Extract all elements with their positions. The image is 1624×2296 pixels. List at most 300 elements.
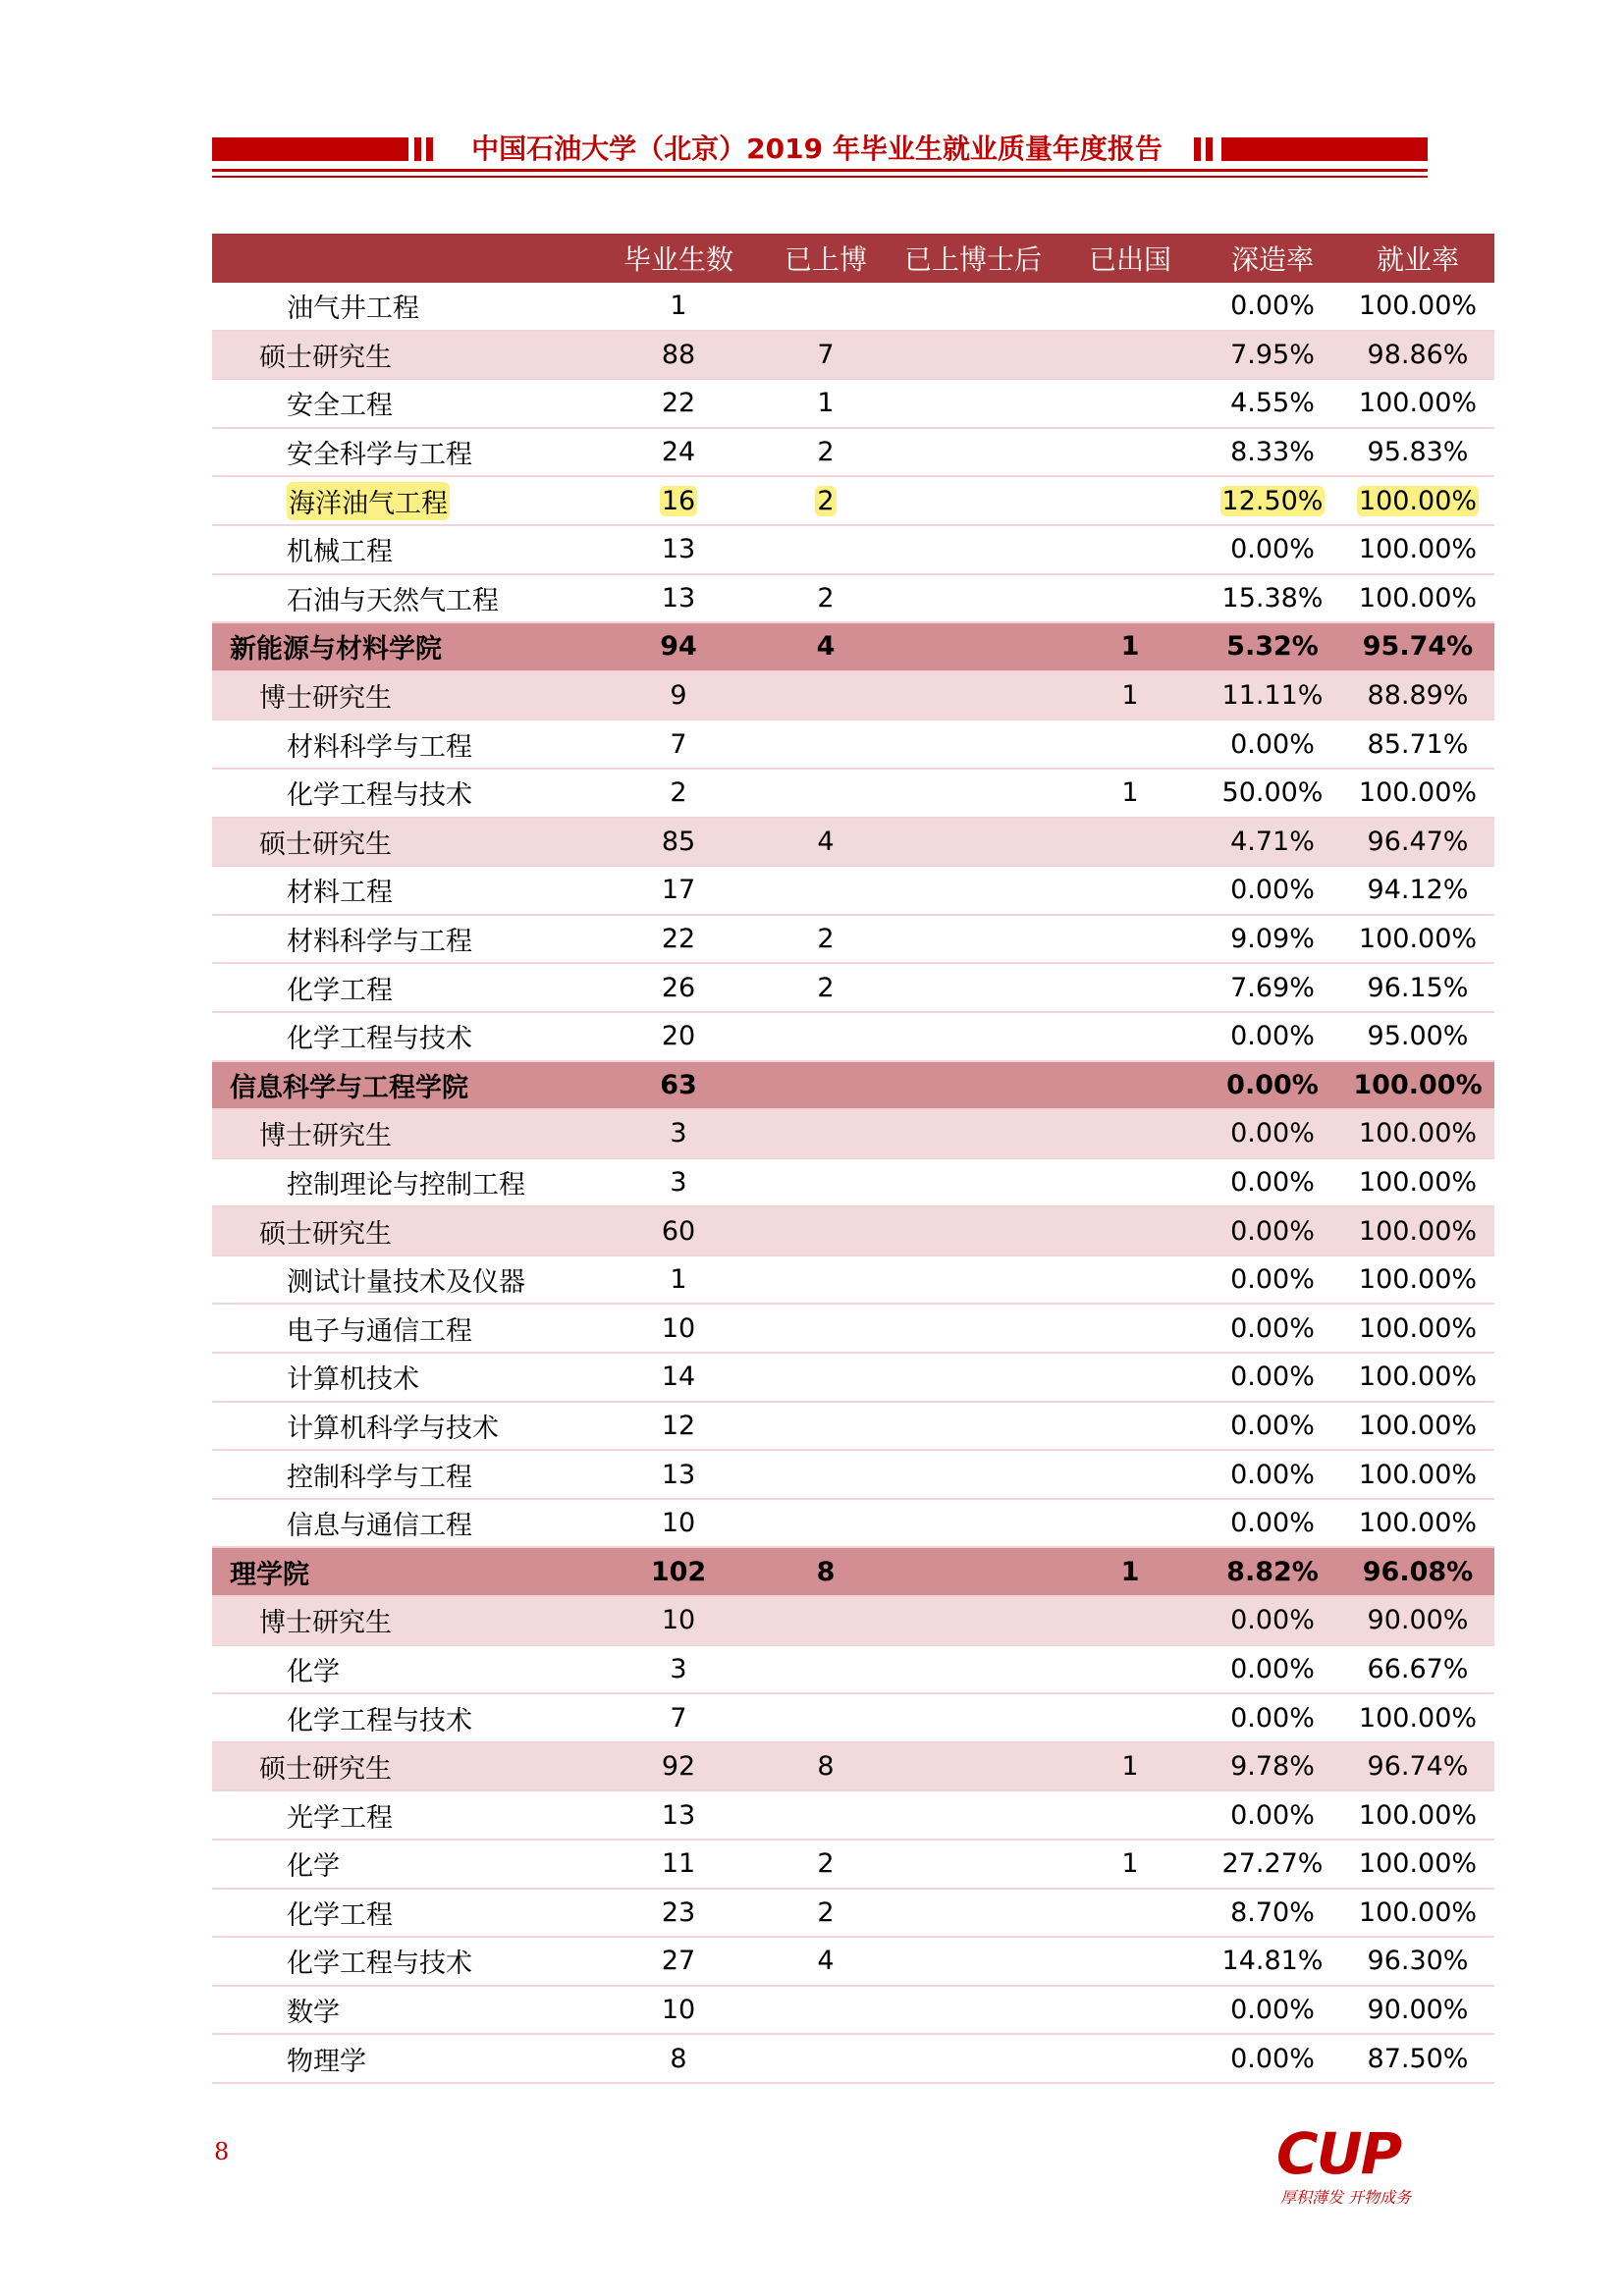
cell-postdoc <box>890 1694 1056 1741</box>
cell-postdoc <box>890 429 1056 476</box>
cell-employment-rate <box>1341 1354 1494 1401</box>
cell-graduates <box>595 1013 762 1060</box>
cell-phd <box>762 1305 890 1352</box>
cell-postdoc <box>890 283 1056 330</box>
major-row <box>212 1305 1494 1354</box>
cell-employment-rate <box>1341 283 1494 330</box>
degree-row <box>212 1207 1494 1256</box>
report-title: 中国石油大学（北京）2019 年毕业生就业质量年度报告 <box>471 133 1163 165</box>
cell-phd <box>762 819 890 866</box>
cell-name-text: 计算机科学与技术 <box>287 1413 499 1444</box>
cell-name-text: 控制理论与控制工程 <box>287 1169 525 1201</box>
cell-phd-text: 4 <box>816 631 836 663</box>
cell-graduates <box>595 526 762 573</box>
cell-further-study-rate-text: 0.00% <box>1230 1021 1315 1052</box>
major-row <box>212 429 1494 478</box>
cell-postdoc <box>890 916 1056 963</box>
cell-graduates <box>595 1110 762 1157</box>
cell-phd <box>762 429 890 476</box>
cell-phd-text: 2 <box>817 1848 835 1880</box>
cell-employment-rate <box>1341 1841 1494 1888</box>
header-cell-graduates: 毕业生数 <box>623 243 733 276</box>
cell-postdoc <box>890 721 1056 768</box>
cell-graduates-text: 13 <box>661 534 696 565</box>
cell-employment-rate-text: 100.00% <box>1358 1166 1478 1198</box>
report-header <box>212 126 1428 185</box>
cell-employment-rate-text: 100.00% <box>1358 1215 1478 1247</box>
cell-graduates-text: 94 <box>660 631 697 663</box>
cell-further-study-rate <box>1204 1256 1341 1304</box>
cell-employment-rate-text: 95.74% <box>1362 631 1474 663</box>
cell-further-study-rate <box>1204 1890 1341 1937</box>
cell-further-study-rate <box>1204 1500 1341 1547</box>
cell-phd <box>762 1890 890 1937</box>
cell-abroad <box>1056 429 1204 476</box>
cell-graduates <box>595 1938 762 1985</box>
cell-further-study-rate-text: 8.33% <box>1230 437 1315 468</box>
degree-row <box>212 1110 1494 1159</box>
cell-employment-rate <box>1341 1256 1494 1304</box>
cell-abroad <box>1056 1013 1204 1060</box>
cell-employment-rate <box>1341 1110 1494 1157</box>
cell-postdoc <box>890 1548 1056 1595</box>
cell-postdoc <box>890 1159 1056 1206</box>
cell-graduates <box>595 1403 762 1450</box>
major-row <box>212 2035 1494 2084</box>
major-row <box>212 1890 1494 1939</box>
cell-phd <box>762 526 890 573</box>
college-row <box>212 623 1494 672</box>
cell-abroad-text: 1 <box>1120 1556 1140 1587</box>
cell-name-text: 控制科学与工程 <box>287 1462 472 1493</box>
cell-name-text: 化学 <box>287 1851 340 1883</box>
cell-abroad <box>1056 1938 1204 1985</box>
cell-graduates <box>595 477 762 524</box>
cell-employment-rate-text: 100.00% <box>1358 582 1478 614</box>
cell-employment-rate <box>1341 770 1494 817</box>
cell-graduates-text: 60 <box>661 1215 696 1247</box>
cell-further-study-rate-text: 0.00% <box>1230 875 1315 906</box>
cell-graduates-text: 24 <box>661 437 696 468</box>
cell-graduates-text: 13 <box>661 582 696 614</box>
cell-name-text: 理学院 <box>230 1559 309 1590</box>
cell-employment-rate <box>1341 1646 1494 1693</box>
cell-name-text: 硕士研究生 <box>259 1754 392 1786</box>
cell-employment-rate-text: 100.00% <box>1358 1118 1478 1149</box>
cell-graduates <box>595 1500 762 1547</box>
cell-postdoc <box>890 1110 1056 1157</box>
header-rule-thin <box>212 176 1428 178</box>
table-header-row <box>212 234 1494 283</box>
cell-further-study-rate <box>1204 1013 1341 1060</box>
cell-postdoc <box>890 1062 1056 1109</box>
major-row <box>212 1841 1494 1890</box>
cell-phd <box>762 1597 890 1644</box>
cell-postdoc <box>890 1987 1056 2034</box>
cell-graduates <box>595 1159 762 1206</box>
header-bar-left <box>212 137 408 161</box>
cell-abroad-text: 1 <box>1121 777 1139 809</box>
cell-postdoc <box>890 1451 1056 1498</box>
cell-abroad <box>1056 1694 1204 1741</box>
cell-employment-rate <box>1341 380 1494 427</box>
cell-further-study-rate <box>1204 2035 1341 2082</box>
cell-further-study-rate <box>1204 1841 1341 1888</box>
cell-employment-rate <box>1341 1207 1494 1255</box>
cell-abroad <box>1056 283 1204 330</box>
cell-further-study-rate-text: 9.09% <box>1230 924 1315 955</box>
cell-phd <box>762 672 890 720</box>
cell-name <box>212 623 613 670</box>
cell-further-study-rate-text: 9.78% <box>1230 1751 1315 1783</box>
cell-abroad <box>1056 526 1204 573</box>
cell-phd <box>762 1354 890 1401</box>
cell-employment-rate-text: 100.00% <box>1358 388 1478 419</box>
cell-further-study-rate <box>1204 575 1341 622</box>
cell-graduates <box>595 1062 762 1109</box>
cell-phd <box>762 575 890 622</box>
cell-name <box>212 1207 642 1255</box>
cell-name <box>212 1597 642 1644</box>
cell-employment-rate <box>1341 819 1494 866</box>
cell-further-study-rate-text: 15.38% <box>1221 582 1324 614</box>
cell-employment-rate <box>1341 721 1494 768</box>
cell-further-study-rate-text: 0.00% <box>1230 1508 1315 1539</box>
cell-employment-rate-text: 87.50% <box>1367 2043 1469 2074</box>
cell-graduates-text: 17 <box>661 875 696 906</box>
cell-phd <box>762 721 890 768</box>
cell-employment-rate <box>1341 1743 1494 1790</box>
major-row <box>212 1013 1494 1062</box>
cell-employment-rate <box>1341 477 1494 524</box>
cell-postdoc <box>890 1207 1056 1255</box>
cell-graduates-text: 13 <box>661 1799 696 1831</box>
cell-employment-rate <box>1341 1013 1494 1060</box>
cell-abroad <box>1056 1743 1204 1790</box>
cell-phd-text: 2 <box>817 485 835 516</box>
cell-abroad <box>1056 1548 1204 1595</box>
cell-phd-text: 2 <box>817 972 835 1003</box>
cell-abroad <box>1056 1597 1204 1644</box>
cell-name-text: 机械工程 <box>287 537 393 568</box>
cell-employment-rate <box>1341 1062 1494 1109</box>
cell-further-study-rate-text: 14.81% <box>1221 1946 1324 1977</box>
cell-phd-text: 2 <box>817 924 835 955</box>
cell-graduates <box>595 283 762 330</box>
cell-employment-rate-text: 100.00% <box>1358 485 1478 516</box>
major-row <box>212 1646 1494 1695</box>
cell-graduates-text: 11 <box>661 1848 696 1880</box>
cell-further-study-rate-text: 0.00% <box>1230 1166 1315 1198</box>
cell-further-study-rate <box>1204 1791 1341 1839</box>
cell-postdoc <box>890 1305 1056 1352</box>
cell-graduates <box>595 1890 762 1937</box>
cell-phd <box>762 1013 890 1060</box>
major-row <box>212 721 1494 770</box>
cell-name-text: 物理学 <box>287 2046 366 2077</box>
cell-name-text: 硕士研究生 <box>259 1218 392 1250</box>
cell-further-study-rate <box>1204 380 1341 427</box>
cell-further-study-rate-text: 0.00% <box>1230 534 1315 565</box>
cell-further-study-rate-text: 0.00% <box>1230 291 1315 322</box>
cell-abroad <box>1056 2035 1204 2082</box>
cell-further-study-rate <box>1204 526 1341 573</box>
cell-employment-rate <box>1341 1597 1494 1644</box>
cell-postdoc <box>890 1597 1056 1644</box>
cell-employment-rate-text: 94.12% <box>1367 875 1469 906</box>
cell-graduates-text: 3 <box>670 1118 687 1149</box>
cell-further-study-rate <box>1204 1207 1341 1255</box>
cell-postdoc <box>890 819 1056 866</box>
cell-postdoc <box>890 623 1056 670</box>
cell-graduates-text: 9 <box>670 680 687 712</box>
cell-name-text: 数学 <box>287 1998 340 2029</box>
cell-phd <box>762 380 890 427</box>
cell-name-text: 硕士研究生 <box>259 828 392 860</box>
cell-employment-rate <box>1341 1791 1494 1839</box>
cell-employment-rate <box>1341 1548 1494 1595</box>
cell-employment-rate-text: 96.08% <box>1362 1556 1474 1587</box>
major-row <box>212 1256 1494 1306</box>
cell-postdoc <box>890 2035 1056 2082</box>
degree-row <box>212 819 1494 868</box>
cell-abroad <box>1056 1305 1204 1352</box>
cell-employment-rate-text: 100.00% <box>1358 1410 1478 1441</box>
cell-graduates <box>595 867 762 914</box>
cell-abroad <box>1056 770 1204 817</box>
cell-employment-rate-text: 100.00% <box>1358 1702 1478 1734</box>
cell-graduates <box>595 1256 762 1304</box>
cell-graduates <box>595 770 762 817</box>
cell-further-study-rate <box>1204 1354 1341 1401</box>
header-marks-right <box>1194 137 1218 161</box>
cell-further-study-rate <box>1204 1159 1341 1206</box>
cell-phd-text: 2 <box>817 582 835 614</box>
cell-employment-rate-text: 100.00% <box>1358 1896 1478 1928</box>
cell-name-text: 石油与天然气工程 <box>287 585 499 616</box>
header-cell-further-study-rate: 深造率 <box>1230 243 1314 276</box>
cell-employment-rate <box>1341 1694 1494 1741</box>
cell-graduates-text: 10 <box>661 1605 696 1636</box>
cell-postdoc <box>890 1890 1056 1937</box>
cell-postdoc <box>890 1743 1056 1790</box>
cell-graduates-text: 20 <box>661 1021 696 1052</box>
cell-graduates-text: 14 <box>661 1362 696 1393</box>
cell-graduates <box>595 1841 762 1888</box>
cell-phd-text: 2 <box>817 1896 835 1928</box>
cell-name-text: 新能源与材料学院 <box>230 634 442 666</box>
cell-graduates-text: 92 <box>661 1751 696 1783</box>
major-row <box>212 916 1494 965</box>
major-row <box>212 526 1494 575</box>
cell-name <box>212 672 642 720</box>
cell-graduates <box>595 819 762 866</box>
major-row <box>212 1938 1494 1987</box>
cell-name-text: 电子与通信工程 <box>287 1315 472 1347</box>
cell-name <box>212 819 642 866</box>
cell-graduates <box>595 1354 762 1401</box>
cell-further-study-rate-text: 0.00% <box>1230 1215 1315 1247</box>
degree-row <box>212 1743 1494 1792</box>
cell-name-text: 化学工程与技术 <box>287 1024 472 1055</box>
cell-postdoc <box>890 1256 1056 1304</box>
cell-employment-rate-text: 96.15% <box>1367 972 1469 1003</box>
cell-graduates-text: 2 <box>670 777 687 809</box>
cell-employment-rate-text: 96.47% <box>1367 826 1469 857</box>
cell-phd <box>762 1500 890 1547</box>
cell-further-study-rate-text: 0.00% <box>1230 1995 1315 2026</box>
major-row <box>212 283 1494 332</box>
cell-graduates-text: 16 <box>661 485 696 516</box>
cell-further-study-rate-text: 0.00% <box>1230 1459 1315 1490</box>
cell-phd <box>762 477 890 524</box>
cell-employment-rate-text: 100.00% <box>1358 777 1478 809</box>
cell-name-text: 材料科学与工程 <box>287 731 472 763</box>
cell-graduates <box>595 1987 762 2034</box>
cell-employment-rate <box>1341 1305 1494 1352</box>
cell-postdoc <box>890 867 1056 914</box>
cell-abroad <box>1056 964 1204 1011</box>
cell-graduates <box>595 332 762 379</box>
cell-phd-text: 1 <box>817 388 835 419</box>
cell-abroad-text: 1 <box>1121 1751 1139 1783</box>
cell-abroad <box>1056 1256 1204 1304</box>
cell-employment-rate-text: 85.71% <box>1367 728 1469 760</box>
cell-further-study-rate <box>1204 623 1341 670</box>
major-row <box>212 867 1494 916</box>
cell-name-text: 博士研究生 <box>259 683 392 715</box>
cell-postdoc <box>890 332 1056 379</box>
cell-further-study-rate-text: 0.00% <box>1230 1264 1315 1296</box>
header-cell-phd: 已上博 <box>784 243 867 276</box>
cell-further-study-rate <box>1204 964 1341 1011</box>
cell-name-text: 博士研究生 <box>259 1608 392 1639</box>
cell-phd <box>762 1256 890 1304</box>
cell-phd <box>762 1841 890 1888</box>
cell-graduates <box>595 1597 762 1644</box>
cell-graduates-text: 12 <box>661 1410 696 1441</box>
cell-postdoc <box>890 1646 1056 1693</box>
cell-further-study-rate <box>1204 1403 1341 1450</box>
cell-abroad-text: 1 <box>1121 680 1139 712</box>
cell-further-study-rate-text: 0.00% <box>1230 1410 1315 1441</box>
cell-further-study-rate <box>1204 1743 1341 1790</box>
cell-further-study-rate <box>1204 1694 1341 1741</box>
cell-postdoc <box>890 1791 1056 1839</box>
cell-further-study-rate <box>1204 332 1341 379</box>
cell-graduates-text: 27 <box>661 1946 696 1977</box>
cell-postdoc <box>890 1500 1056 1547</box>
cell-phd-text: 8 <box>816 1556 836 1587</box>
cell-employment-rate-text: 88.89% <box>1367 680 1469 712</box>
cell-further-study-rate <box>1204 770 1341 817</box>
cell-graduates <box>595 1743 762 1790</box>
header-cell-abroad: 已出国 <box>1088 243 1171 276</box>
cell-graduates-text: 3 <box>670 1653 687 1684</box>
cell-phd <box>762 1403 890 1450</box>
cell-phd <box>762 1938 890 1985</box>
cell-employment-rate <box>1341 1159 1494 1206</box>
header-cell-name <box>212 234 595 283</box>
cell-phd <box>762 1646 890 1693</box>
cell-name-text: 硕士研究生 <box>259 342 392 373</box>
cell-postdoc <box>890 770 1056 817</box>
cell-further-study-rate-text: 50.00% <box>1221 777 1324 809</box>
cell-further-study-rate-text: 8.82% <box>1226 1556 1319 1587</box>
cell-employment-rate <box>1341 623 1494 670</box>
cell-further-study-rate-text: 5.32% <box>1226 631 1319 663</box>
cell-name-text: 化学 <box>287 1656 340 1687</box>
cell-phd <box>762 1159 890 1206</box>
cell-employment-rate <box>1341 2035 1494 2082</box>
cell-abroad <box>1056 1500 1204 1547</box>
cell-further-study-rate <box>1204 1305 1341 1352</box>
cell-name-text: 化学工程 <box>287 1899 393 1931</box>
cell-abroad <box>1056 332 1204 379</box>
cell-postdoc <box>890 672 1056 720</box>
cell-employment-rate-text: 100.00% <box>1358 1799 1478 1831</box>
cell-graduates-text: 3 <box>670 1166 687 1198</box>
cell-graduates-text: 1 <box>670 291 687 322</box>
cell-employment-rate-text: 100.00% <box>1358 534 1478 565</box>
cell-further-study-rate-text: 0.00% <box>1230 1653 1315 1684</box>
cell-further-study-rate-text: 7.95% <box>1230 339 1315 370</box>
cell-phd <box>762 964 890 1011</box>
cell-postdoc <box>890 380 1056 427</box>
cell-further-study-rate <box>1204 916 1341 963</box>
major-row <box>212 964 1494 1013</box>
cell-postdoc <box>890 1841 1056 1888</box>
cell-name-text: 测试计量技术及仪器 <box>287 1267 525 1299</box>
cell-further-study-rate <box>1204 1062 1341 1109</box>
cell-further-study-rate-text: 0.00% <box>1230 1799 1315 1831</box>
cell-phd-text: 4 <box>817 1946 835 1977</box>
cell-phd <box>762 1207 890 1255</box>
major-row <box>212 1791 1494 1841</box>
cell-further-study-rate-text: 8.70% <box>1230 1896 1315 1928</box>
cell-employment-rate-text: 90.00% <box>1367 1995 1469 2026</box>
degree-row <box>212 1597 1494 1646</box>
cell-phd <box>762 1062 890 1109</box>
major-row <box>212 770 1494 819</box>
cell-graduates <box>595 1548 762 1595</box>
cell-further-study-rate <box>1204 477 1341 524</box>
header-cell-postdoc: 已上博士后 <box>903 243 1042 276</box>
cell-abroad <box>1056 1451 1204 1498</box>
header-marks-left <box>414 137 438 161</box>
cell-employment-rate <box>1341 575 1494 622</box>
cell-employment-rate-text: 96.30% <box>1367 1946 1469 1977</box>
cell-phd <box>762 1743 890 1790</box>
cell-name <box>212 1548 613 1595</box>
cell-employment-rate <box>1341 332 1494 379</box>
cell-employment-rate-text: 95.83% <box>1367 437 1469 468</box>
cell-phd <box>762 332 890 379</box>
cell-abroad <box>1056 721 1204 768</box>
cell-phd <box>762 623 890 670</box>
cell-graduates-text: 7 <box>670 728 687 760</box>
cell-abroad <box>1056 575 1204 622</box>
cell-employment-rate-text: 96.74% <box>1367 1751 1469 1783</box>
cell-abroad-text: 1 <box>1120 631 1140 663</box>
degree-row <box>212 332 1494 381</box>
major-row <box>212 1987 1494 2036</box>
cell-graduates-text: 10 <box>661 1508 696 1539</box>
cell-employment-rate-text: 100.00% <box>1358 1508 1478 1539</box>
cell-employment-rate-text: 100.00% <box>1358 291 1478 322</box>
cell-further-study-rate <box>1204 1548 1341 1595</box>
cell-graduates-text: 7 <box>670 1702 687 1734</box>
